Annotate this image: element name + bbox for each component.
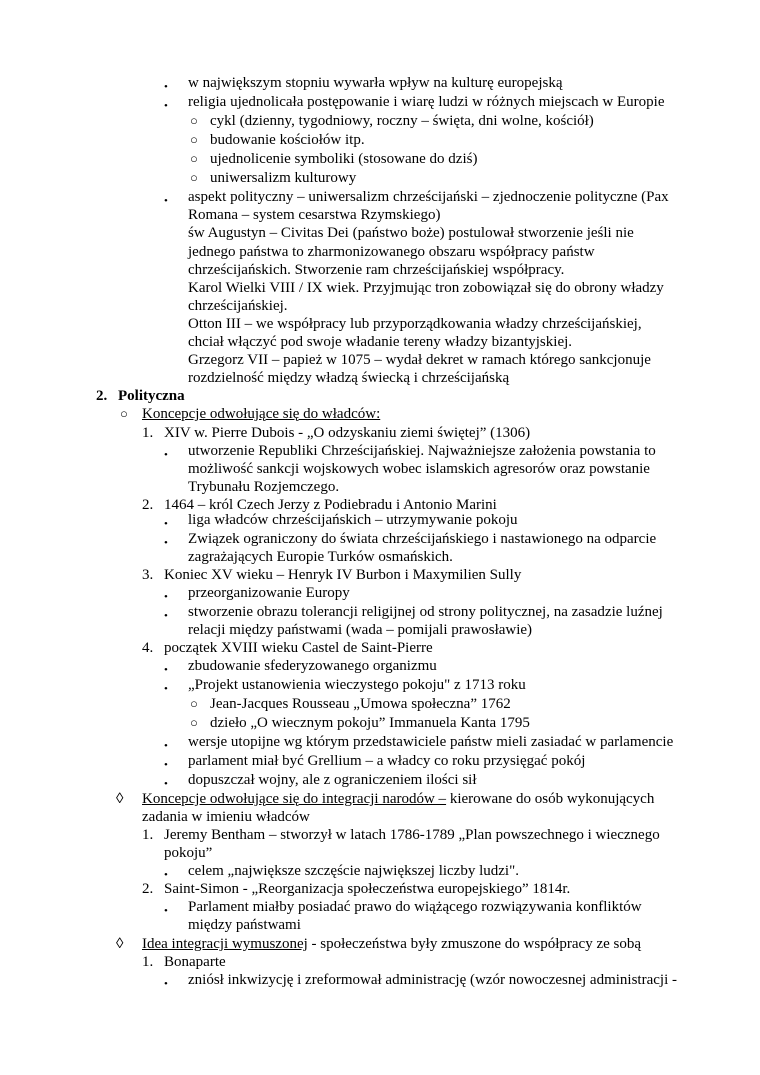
text-line: Romana – system cesarstwa Rzymskiego) — [188, 207, 441, 223]
text-line: „Projekt ustanowienia wieczystego pokoju" z 1713 roku — [188, 677, 526, 693]
text-line: aspekt polityczny – uniwersalizm chrześcijański – zjednoczenie polityczne (Pax — [188, 189, 669, 205]
list-number: 1. — [142, 954, 154, 970]
text-line: zagrażających Europie Turków osmańskich. — [188, 549, 453, 565]
list-number: 1. — [142, 425, 154, 441]
text-line: 1464 – król Czech Jerzy z Podiebradu i Antonio Marini — [164, 497, 497, 513]
text-line — [142, 935, 641, 954]
list-number: 3. — [142, 567, 154, 583]
list-number: 4. — [142, 640, 154, 656]
subheading-rest: kierowane do osób wykonujących — [446, 791, 655, 807]
text-line: zniósł inkwizycję i zreformował administrację (wzór nowoczesnej administracji - — [188, 972, 677, 988]
text-line: dzieło „O wiecznym pokoju” Immanuela Kanta 1795 — [210, 715, 530, 731]
text-line: uniwersalizm kulturowy — [210, 170, 357, 186]
text-line: wersje utopijne wg którym przedstawiciele państw mieli zasiadać w parlamencie — [188, 734, 674, 750]
bullet-disc: • — [164, 759, 168, 771]
text-line: relacji między państwami (wada – pomijali prawosławie) — [188, 622, 533, 638]
text-line: cykl (dzienny, tygodniowy, roczny – święta, dni wolne, kościół) — [210, 113, 594, 129]
text-line: Karol Wielki VIII / IX wiek. Przyjmując tron zobowiązał się do obrony władzy — [188, 280, 664, 296]
bullet-disc: • — [164, 978, 168, 990]
subheading: Koncepcje odwołujące się do integracji narodów – — [142, 791, 447, 807]
bullet-disc: • — [164, 537, 168, 549]
text-line: ujednolicenie symboliki (stosowane do dziś) — [210, 151, 478, 167]
bullet-disc: • — [164, 81, 168, 93]
text-line — [142, 790, 654, 809]
bullet-disc: • — [164, 591, 168, 603]
text-line: Związek ograniczony do świata chrześcijańskiego i nastawionego na odparcie — [188, 531, 657, 547]
text-line: Parlament miałby posiadać prawo do wiążącego rozwiązywania konfliktów — [188, 899, 642, 915]
text-line: Jeremy Bentham – stworzył w latach 1786-1789 „Plan powszechnego i wiecznego — [164, 827, 660, 843]
text-line: między państwami — [188, 917, 301, 933]
text-line: pokoju” — [164, 845, 213, 861]
bullet-disc: • — [164, 905, 168, 917]
bullet-disc: • — [164, 518, 168, 530]
bullet-disc: • — [164, 195, 168, 207]
bullet-disc: • — [164, 869, 168, 881]
bullet-circle: ○ — [190, 170, 198, 185]
text-line: XIV w. Pierre Dubois - „O odzyskaniu ziemi świętej” (1306) — [164, 425, 531, 441]
text-line: początek XVIII wieku Castel de Saint-Pierre — [164, 640, 433, 656]
text-line: Otton III – we współpracy lub przyporządkowania władzy chrześcijańskiej, — [188, 316, 642, 332]
bullet-disc: • — [164, 100, 168, 112]
bullet-diamond: ◊ — [116, 936, 124, 952]
list-number: 2. — [142, 881, 154, 897]
text-line: Jean-Jacques Rousseau „Umowa społeczna” 1762 — [210, 696, 511, 712]
bullet-diamond: ◊ — [116, 791, 124, 807]
text-line: chrześcijańskich. Stworzenie ram chrześcijańskiej współpracy. — [188, 262, 565, 278]
text-line: zbudowanie sfederyzowanego organizmu — [188, 658, 437, 674]
section-number: 2. — [96, 388, 108, 404]
text-line: zadania w imieniu władców — [142, 809, 310, 825]
text-line: możliwość sankcji wojskowych wobec islamskich agresorów oraz powstanie — [188, 461, 650, 477]
text-line: św Augustyn – Civitas Dei (państwo boże) postulował stworzenie jeśli nie — [188, 225, 634, 241]
text-line: chciał włączyć pod swoje władanie tereny władzy bizantyjskiej. — [188, 334, 573, 350]
text-line: budowanie kościołów itp. — [210, 132, 365, 148]
text-line: celem „największe szczęście największej liczby ludzi". — [188, 863, 519, 879]
subheading: Idea integracji wymuszonej — [142, 936, 308, 952]
text-line: Koniec XV wieku – Henryk IV Burbon i Maxymilien Sully — [164, 567, 522, 583]
section-heading: Polityczna — [118, 388, 185, 404]
bullet-disc: • — [164, 610, 168, 622]
bullet-circle: ○ — [120, 406, 128, 421]
text-line: Grzegorz VII – papież w 1075 – wydał dekret w ramach którego sankcjonuje — [188, 352, 651, 368]
text-line: dopuszczał wojny, ale z ograniczeniem ilości sił — [188, 772, 477, 788]
text-line: rozdzielność między władzą świecką i chrześcijańską — [188, 370, 510, 386]
text-line: religia ujednolicała postępowanie i wiarę ludzi w różnych miejscach w Europie — [188, 94, 665, 110]
text-line: chrześcijańskiej. — [188, 298, 288, 314]
text-line: parlament miał być Grellium – a władcy co roku przysięgać pokój — [188, 753, 586, 769]
subheading-rest: - społeczeństwa były zmuszone do współpracy ze sobą — [307, 936, 642, 952]
bullet-circle: ○ — [190, 715, 198, 730]
text-line: jednego państwa to zharmonizowanego obszaru współpracy państw — [188, 244, 595, 260]
text-line: przeorganizowanie Europy — [188, 585, 350, 601]
bullet-disc: • — [164, 740, 168, 752]
list-number: 1. — [142, 827, 154, 843]
bullet-circle: ○ — [190, 132, 198, 147]
list-number: 2. — [142, 497, 154, 513]
bullet-disc: • — [164, 664, 168, 676]
text-line: Trybunału Rozjemczego. — [188, 479, 340, 495]
text-line: w największym stopniu wywarła wpływ na kulturę europejską — [188, 75, 563, 91]
bullet-disc: • — [164, 449, 168, 461]
bullet-circle: ○ — [190, 151, 198, 166]
text-line: Saint-Simon - „Reorganizacja społeczeństwa europejskiego” 1814r. — [164, 881, 571, 897]
text-line: utworzenie Republiki Chrześcijańskiej. Najważniejsze założenia powstania to — [188, 443, 656, 459]
bullet-circle: ○ — [190, 113, 198, 128]
bullet-disc: • — [164, 778, 168, 790]
bullet-circle: ○ — [190, 696, 198, 711]
bullet-disc: • — [164, 683, 168, 695]
text-line: Bonaparte — [164, 954, 226, 970]
text-line: stworzenie obrazu tolerancji religijnej od strony politycznej, na zasadzie luźnej — [188, 604, 663, 620]
text-line: liga władców chrześcijańskich – utrzymywanie pokoju — [188, 512, 518, 528]
subheading: Koncepcje odwołujące się do władców: — [142, 406, 381, 422]
